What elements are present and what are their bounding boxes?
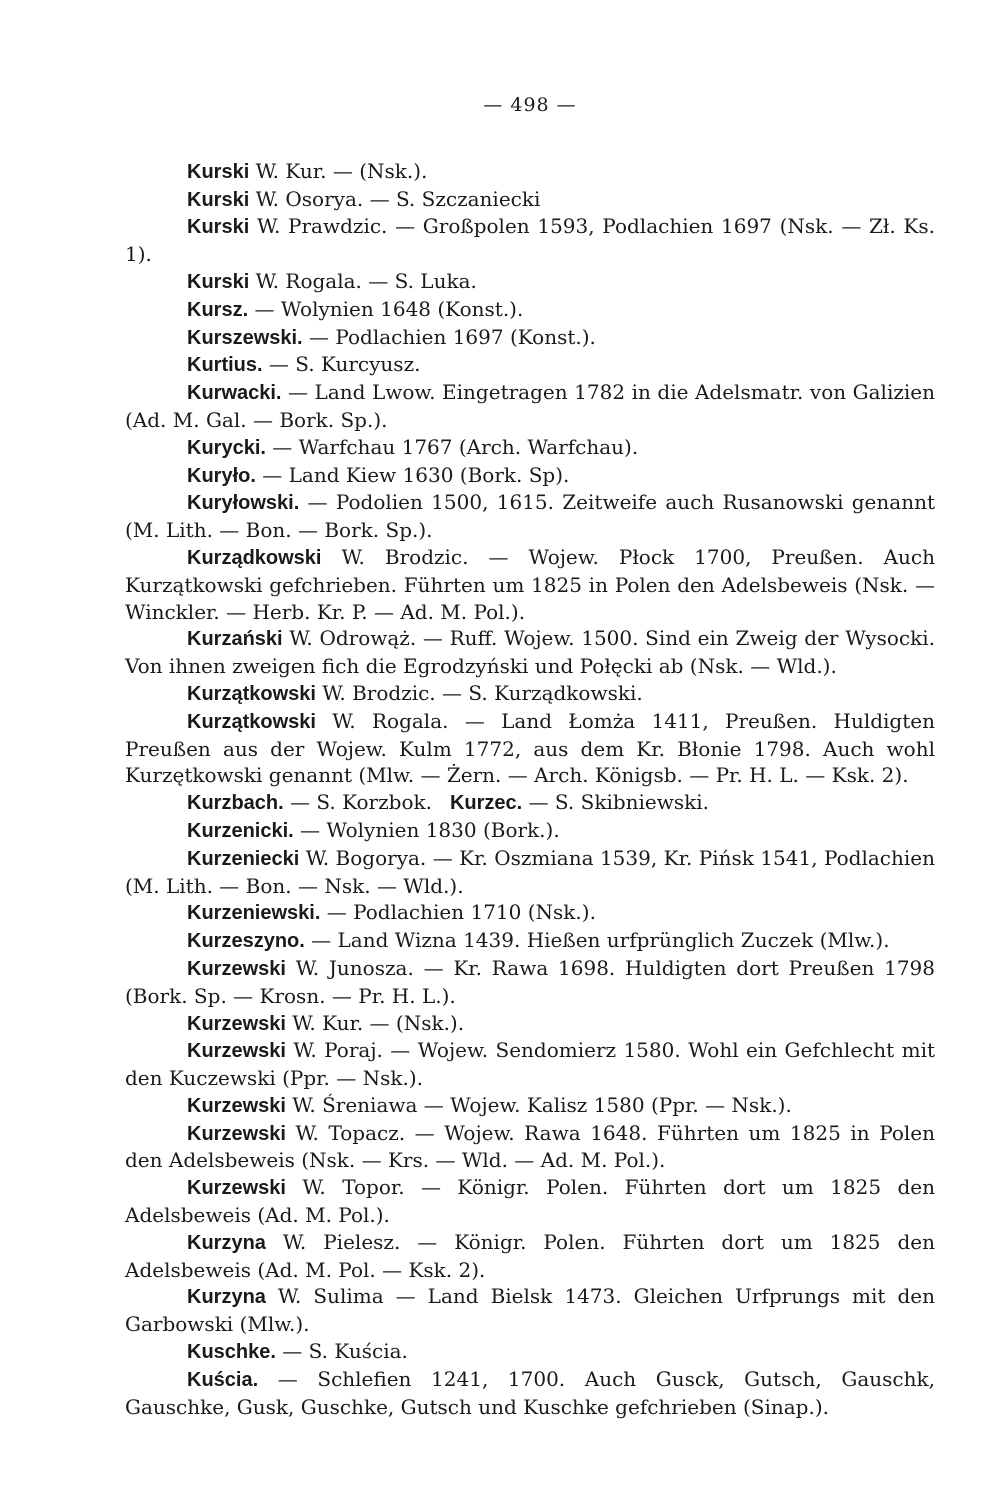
entry-name: Kurzewski	[187, 1040, 286, 1063]
entry	[125, 1283, 935, 1338]
entry	[125, 544, 935, 625]
entry	[125, 489, 935, 544]
entry	[125, 434, 935, 462]
entry-name: Kurzewski	[187, 1094, 286, 1117]
entry-text: W. Rogala. — S. Luka.	[249, 268, 477, 293]
entry	[125, 268, 935, 296]
entry-name: Kurski	[187, 160, 250, 183]
dictionary-page	[125, 92, 935, 1420]
entry-text: W. Bogorya. — Kr. Oszmiana 1539, Kr. Pińsk 1541, Podlachien (M. Lith. — Bon. — Nsk. — Wld.).	[125, 845, 935, 898]
entry	[125, 351, 935, 379]
entry-text: W. Osorya. — S. Szczaniecki	[249, 186, 541, 211]
entry	[125, 186, 935, 214]
entry-name: Kurzątkowski	[187, 682, 316, 705]
entry	[125, 379, 935, 434]
entry	[125, 324, 935, 352]
entry-text: — Podlachien 1697 (Konst.).	[302, 324, 596, 349]
entry-text: W. Junosza. — Kr. Rawa 1698. Huldigten dort Preußen 1798 (Bork. Sp. — Krosn. — Pr. H. L.).	[125, 955, 935, 1008]
entry-text: — S. Kuścia.	[275, 1339, 408, 1364]
entry-text: — S. Kurcyusz.	[262, 352, 421, 377]
entry-name: Kurski	[187, 216, 250, 239]
page-number: — 498 —	[483, 94, 577, 116]
entry	[125, 625, 935, 680]
entry-name: Kurzeniecki	[187, 847, 300, 870]
entry-name: Kurszewski.	[187, 326, 303, 349]
entry-text: W. Brodzic. — S. Kurządkowski.	[315, 680, 643, 705]
entry	[125, 1037, 935, 1092]
entry	[125, 462, 935, 490]
entry	[125, 845, 935, 900]
entry	[125, 955, 935, 1010]
entry-name: Kuryło.	[187, 464, 256, 487]
entry-name: Kurzątkowski	[187, 710, 316, 733]
entry	[125, 213, 935, 268]
entry-text: — Wolynien 1830 (Bork.).	[293, 817, 560, 842]
entry	[125, 817, 935, 845]
entry-text: — S. Skibniewski.	[522, 790, 710, 815]
entry-text: — S. Korzbok.	[283, 790, 432, 815]
entry-name: Kurzbach.	[187, 792, 284, 815]
entry-name: Kurycki.	[187, 436, 266, 459]
entry-text: W. Kur. — (Nsk.).	[249, 158, 428, 183]
entry-text: — Schlefien 1241, 1700. Auch Gusck, Gutsch, Gauschk, Gauschke, Gusk, Guschke, Gutsch und Kuschke gefchrieben (Sinap.).	[125, 1366, 935, 1419]
entry-text: W. Rogala. — Land Łomża 1411, Preußen. Huldigten Preußen aus der Wojew. Kulm 1772, aus dem Kr. Błonie 1798. Auch wohl Kurzętkowski genannt (Mlw. — Żern. — Arch. Königsb. — Pr. H. L. — Ksk. 2).	[125, 708, 935, 788]
entry	[125, 1338, 935, 1366]
entry-text: W. Odrowąż. — Ruff. Wojew. 1500. Sind ein Zweig der Wysocki. Von ihnen zweigen fich die Egrodzyński und Połęcki ab (Nsk. — Wld.).	[125, 626, 935, 679]
entry-name: Kuschke.	[187, 1341, 276, 1364]
entry	[125, 927, 935, 955]
entry-name: Kurwacki.	[187, 382, 282, 405]
entry-text: W. Prawdzic. — Großpolen 1593, Podlachien 1697 (Nsk. — Zł. Ks. 1).	[125, 214, 935, 267]
entry-name: Kurski	[187, 270, 250, 293]
entry	[125, 1174, 935, 1229]
entry-name: Kurządkowski	[187, 546, 322, 569]
entry-name: Kurtius.	[187, 354, 263, 377]
entry	[125, 1366, 935, 1421]
entry-text: W. Pielesz. — Königr. Polen. Führten dort um 1825 den Adelsbeweis (Ad. M. Pol. — Ksk. 2).	[125, 1229, 935, 1282]
entry	[125, 708, 935, 789]
entry-name: Kurzenicki.	[187, 819, 294, 842]
entry-text: W. Sulima — Land Bielsk 1473. Gleichen Urfprungs mit den Garbowski (Mlw.).	[125, 1284, 935, 1337]
entry-name: Kurzewski	[187, 1177, 286, 1200]
entry-text: W. Brodzic. — Wojew. Płock 1700, Preußen. Auch Kurzątkowski gefchrieben. Führten um 1825 in Polen den Adelsbeweis (Nsk. — Winckler. — Herb. Kr. P. — Ad. M. Pol.).	[125, 544, 935, 624]
entry	[125, 1010, 935, 1038]
entry	[125, 1229, 935, 1284]
entry-name: Kurzec.	[449, 792, 523, 815]
entry	[125, 296, 935, 324]
entry-name: Kurzański	[187, 628, 283, 651]
entry-text: W. Topacz. — Wojew. Rawa 1648. Führten um 1825 in Polen den Adelsbeweis (Nsk. — Krs. — Wld. — Ad. M. Pol.).	[125, 1120, 935, 1173]
entry-text: W. Poraj. — Wojew. Sendomierz 1580. Wohl ein Gefchlecht mit den Kuczewski (Ppr. — Nsk.).	[125, 1038, 935, 1091]
entry-text: — Podlachien 1710 (Nsk.).	[320, 900, 596, 925]
entry	[125, 158, 935, 186]
entry	[125, 1092, 935, 1120]
entry	[125, 899, 935, 927]
entry-name: Kurzyna	[187, 1286, 266, 1309]
entry	[125, 789, 935, 817]
entry-name: Kurzewski	[187, 1122, 286, 1145]
entry-name: Kurzewski	[187, 957, 286, 980]
entry-name: Kurzeniewski.	[187, 902, 321, 925]
entry	[125, 680, 935, 708]
entry-name: Kurzyna	[187, 1231, 266, 1254]
entry-text: W. Kur. — (Nsk.).	[285, 1010, 465, 1035]
entry-text: W. Śreniawa — Wojew. Kalisz 1580 (Ppr. — Nsk.).	[285, 1092, 792, 1117]
entry-name: Kursz.	[187, 298, 249, 321]
entry-text: — Wolynien 1648 (Konst.).	[248, 296, 524, 321]
entry-text: — Land Kiew 1630 (Bork. Sp).	[255, 462, 570, 487]
entry-text: — Warfchau 1767 (Arch. Warfchau).	[265, 434, 639, 459]
entry-text: W. Topor. — Königr. Polen. Führten dort um 1825 den Adelsbeweis (Ad. M. Pol.).	[125, 1175, 935, 1228]
entry	[125, 1120, 935, 1175]
entry-name: Kurski	[187, 188, 250, 211]
entry-name: Kurzeszyno.	[187, 930, 305, 953]
entry-name: Kurzewski	[187, 1012, 286, 1035]
entry-text: — Land Wizna 1439. Hießen urfprünglich Zuczek (Mlw.).	[304, 928, 890, 953]
entry-text: — Podolien 1500, 1615. Zeitweife auch Rusanowski genannt (M. Lith. — Bon. — Bork. Sp.).	[125, 490, 935, 543]
entry-name: Kuryłowski.	[187, 492, 300, 515]
entry-name: Kuścia.	[187, 1368, 259, 1391]
entry-text: — Land Lwow. Eingetragen 1782 in die Adelsmatr. von Galizien (Ad. M. Gal. — Bork. Sp.).	[125, 380, 935, 432]
